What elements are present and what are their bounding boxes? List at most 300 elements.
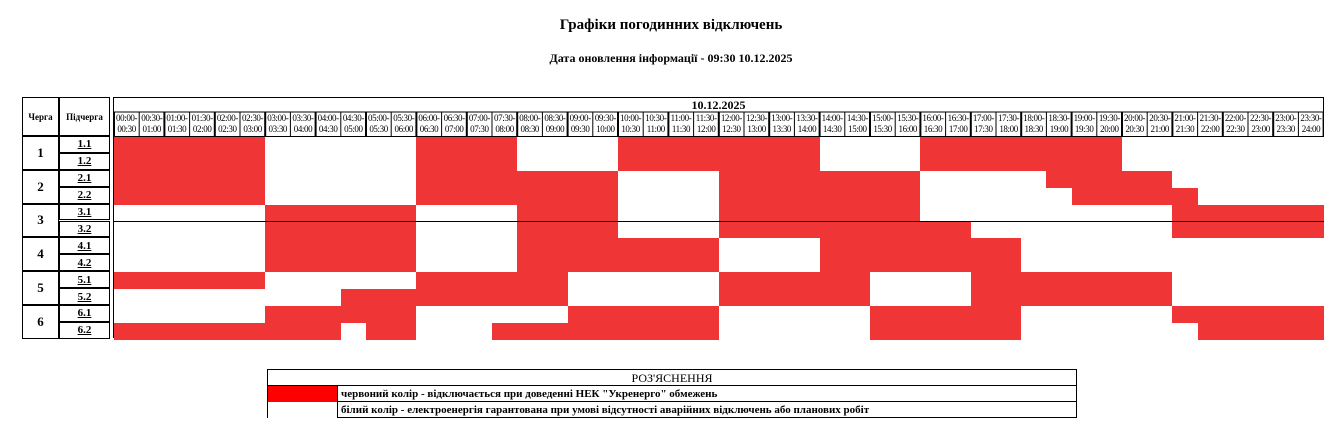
outage-cell: [568, 222, 593, 239]
outage-cell: [643, 323, 668, 340]
available-cell: [215, 205, 240, 222]
available-cell: [416, 323, 441, 340]
subqueue-link[interactable]: [59, 271, 110, 288]
subqueue-label[interactable]: 1.2: [77, 155, 92, 168]
outage-cell: [643, 306, 668, 323]
available-cell: [1172, 154, 1197, 171]
outage-cell: [744, 205, 769, 222]
outage-cell: [794, 171, 819, 188]
available-cell: [1097, 205, 1122, 222]
outage-cell: [568, 205, 593, 222]
outage-cell: [643, 238, 668, 255]
outage-cell: [164, 154, 189, 171]
outage-cell: [1172, 222, 1197, 239]
outage-cell: [265, 255, 290, 272]
outage-cell: [492, 137, 517, 154]
available-cell: [769, 238, 794, 255]
outage-cell: [265, 238, 290, 255]
outage-cell: [1223, 222, 1248, 239]
available-cell: [1021, 238, 1046, 255]
outage-cell: [568, 255, 593, 272]
outage-cell: [316, 323, 341, 340]
available-cell: [744, 306, 769, 323]
outage-cell: [416, 154, 441, 171]
outage-cell: [542, 205, 567, 222]
available-cell: [316, 188, 341, 205]
outage-cell: [164, 171, 189, 188]
outage-cell: [316, 255, 341, 272]
outage-cell: [1223, 306, 1248, 323]
available-cell: [593, 272, 618, 289]
available-cell: [1172, 255, 1197, 272]
outage-cell: [190, 137, 215, 154]
available-cell: [1122, 255, 1147, 272]
outage-cell: [744, 272, 769, 289]
available-cell: [265, 188, 290, 205]
outage-cell: [542, 272, 567, 289]
outage-cell: [794, 205, 819, 222]
outage-cell: [164, 137, 189, 154]
outage-cell: [920, 323, 945, 340]
available-cell: [366, 272, 391, 289]
slot-start: 05:30-: [393, 113, 415, 123]
outage-cell: [467, 289, 492, 306]
available-cell: [1021, 255, 1046, 272]
available-cell: [668, 289, 693, 306]
available-cell: [139, 306, 164, 323]
available-cell: [1298, 154, 1323, 171]
available-cell: [1273, 137, 1298, 154]
slot-start: 00:30-: [141, 113, 163, 123]
available-cell: [542, 154, 567, 171]
subqueue-link[interactable]: [59, 237, 110, 254]
outage-cell: [391, 255, 416, 272]
available-cell: [416, 205, 441, 222]
available-cell: [240, 306, 265, 323]
outage-cell: [694, 323, 719, 340]
outage-cell: [719, 154, 744, 171]
available-cell: [769, 255, 794, 272]
available-cell: [341, 272, 366, 289]
slot-end: 06:30: [419, 124, 439, 134]
outage-cell: [190, 272, 215, 289]
available-cell: [1147, 205, 1172, 222]
outage-cell: [1223, 205, 1248, 222]
outage-cell: [845, 255, 870, 272]
outage-cell: [416, 137, 441, 154]
outage-cell: [341, 306, 366, 323]
outage-cell: [820, 205, 845, 222]
outage-cell: [769, 137, 794, 154]
outage-cell: [920, 154, 945, 171]
available-cell: [265, 154, 290, 171]
available-cell: [1298, 137, 1323, 154]
available-cell: [1172, 238, 1197, 255]
subqueue-link[interactable]: [59, 187, 110, 204]
available-cell: [618, 205, 643, 222]
slot-start: 06:00-: [418, 113, 440, 123]
available-cell: [1021, 171, 1046, 188]
available-cell: [744, 238, 769, 255]
available-cell: [114, 205, 139, 222]
available-cell: [341, 137, 366, 154]
available-cell: [240, 205, 265, 222]
outage-cell: [794, 188, 819, 205]
available-cell: [1046, 306, 1071, 323]
slot-start: 21:00-: [1174, 113, 1196, 123]
slot-end: 17:30: [974, 124, 993, 134]
subqueue-link[interactable]: [59, 221, 110, 238]
outage-cell: [920, 137, 945, 154]
outage-cell: [1097, 188, 1122, 205]
available-cell: [1223, 137, 1248, 154]
outage-cell: [1248, 306, 1273, 323]
available-cell: [366, 137, 391, 154]
available-cell: [870, 137, 895, 154]
slot-end: 13:00: [747, 124, 766, 134]
outage-cell: [442, 154, 467, 171]
slot-end: 17:00: [948, 124, 968, 134]
available-cell: [643, 272, 668, 289]
outage-cell: [971, 255, 996, 272]
available-cell: [290, 272, 315, 289]
outage-cell: [895, 222, 920, 239]
available-cell: [467, 255, 492, 272]
outage-cell: [794, 154, 819, 171]
available-cell: [391, 272, 416, 289]
outage-cell: [1298, 323, 1323, 340]
outage-cell: [820, 171, 845, 188]
available-cell: [1046, 255, 1071, 272]
outage-cell: [593, 171, 618, 188]
slot-end: 19:00: [1049, 124, 1069, 134]
outage-cell: [1273, 323, 1298, 340]
outage-cell: [895, 188, 920, 205]
available-cell: [416, 222, 441, 239]
available-cell: [1046, 238, 1071, 255]
slot-end: 22:30: [1226, 124, 1245, 134]
outage-cell: [190, 323, 215, 340]
outage-cell: [794, 222, 819, 239]
outage-cell: [517, 188, 542, 205]
available-cell: [215, 306, 240, 323]
outage-cell: [114, 137, 139, 154]
outage-cell: [391, 205, 416, 222]
slot-end: 06:00: [394, 124, 414, 134]
slot-start: 08:00-: [519, 113, 541, 123]
outage-cell: [492, 188, 517, 205]
outage-cell: [517, 205, 542, 222]
available-cell: [114, 255, 139, 272]
slot-end: 03:00: [243, 124, 262, 134]
outage-cell: [1072, 272, 1097, 289]
outage-cell: [416, 188, 441, 205]
subqueue-label[interactable]: 2.2: [77, 189, 92, 202]
available-cell: [1072, 222, 1097, 239]
outage-cell: [164, 323, 189, 340]
slot-start: 15:30-: [897, 113, 919, 123]
available-cell: [668, 205, 693, 222]
outage-cell: [719, 205, 744, 222]
outage-cell: [820, 238, 845, 255]
available-cell: [240, 222, 265, 239]
outage-cell: [442, 272, 467, 289]
available-cell: [215, 238, 240, 255]
available-cell: [190, 255, 215, 272]
outage-cell: [1072, 188, 1097, 205]
outage-cell: [1198, 222, 1223, 239]
available-cell: [1298, 238, 1323, 255]
subqueue-link[interactable]: [59, 305, 110, 322]
available-cell: [946, 171, 971, 188]
slot-end: 22:00: [1200, 124, 1220, 134]
available-cell: [164, 222, 189, 239]
available-cell: [694, 272, 719, 289]
slot-end: 01:00: [142, 124, 162, 134]
available-cell: [341, 323, 366, 340]
outage-cell: [1021, 289, 1046, 306]
outage-cell: [1097, 137, 1122, 154]
outage-cell: [517, 238, 542, 255]
available-cell: [643, 222, 668, 239]
outage-cell: [467, 154, 492, 171]
slot-end: 04:30: [318, 124, 338, 134]
legend-red-swatch: [268, 386, 338, 402]
outage-cell: [114, 323, 139, 340]
subqueue-link[interactable]: [59, 322, 110, 339]
available-cell: [1046, 222, 1071, 239]
subqueue-label[interactable]: 6.1: [77, 307, 92, 320]
available-cell: [643, 205, 668, 222]
available-cell: [1223, 255, 1248, 272]
outage-cell: [341, 205, 366, 222]
outage-cell: [769, 154, 794, 171]
outage-cell: [870, 238, 895, 255]
available-cell: [1298, 289, 1323, 306]
available-cell: [1072, 205, 1097, 222]
outage-cell: [694, 306, 719, 323]
outage-cell: [240, 171, 265, 188]
available-cell: [1223, 171, 1248, 188]
outage-cell: [1046, 171, 1071, 188]
outage-cell: [1147, 289, 1172, 306]
available-cell: [164, 255, 189, 272]
slot-end: 10:30: [621, 124, 640, 134]
available-cell: [568, 154, 593, 171]
outage-cell: [946, 222, 971, 239]
outage-cell: [668, 306, 693, 323]
outage-cell: [215, 323, 240, 340]
subqueue-label[interactable]: 6.2: [77, 324, 92, 337]
available-cell: [971, 205, 996, 222]
available-cell: [1273, 255, 1298, 272]
available-cell: [1021, 222, 1046, 239]
subqueue-link[interactable]: [59, 170, 110, 187]
slot-start: 07:30-: [494, 113, 516, 123]
available-cell: [996, 188, 1021, 205]
available-cell: [1223, 188, 1248, 205]
available-cell: [593, 154, 618, 171]
slot-start: 03:30-: [292, 113, 314, 123]
outage-cell: [542, 222, 567, 239]
available-cell: [1248, 171, 1273, 188]
subqueue-label[interactable]: 5.1: [77, 273, 92, 286]
legend-red-text: червоний колір - відключається при доведенні НЕК "Укренерго" обмежень: [341, 388, 718, 400]
available-cell: [1223, 289, 1248, 306]
outage-cell: [593, 205, 618, 222]
available-cell: [719, 238, 744, 255]
subqueue-label[interactable]: 4.1: [77, 239, 92, 252]
available-cell: [290, 137, 315, 154]
available-cell: [442, 306, 467, 323]
subqueue-link[interactable]: [59, 153, 110, 170]
available-cell: [1273, 154, 1298, 171]
available-cell: [1172, 289, 1197, 306]
queue-label: 2: [22, 170, 59, 204]
outage-cell: [694, 154, 719, 171]
subqueue-label[interactable]: 5.2: [77, 290, 92, 303]
available-cell: [442, 323, 467, 340]
available-cell: [1273, 238, 1298, 255]
slot-end: 14:00: [797, 124, 817, 134]
available-cell: [1046, 205, 1071, 222]
outage-cell: [568, 323, 593, 340]
available-cell: [1198, 289, 1223, 306]
slot-end: 20:30: [1125, 124, 1144, 134]
slot-end: 18:00: [999, 124, 1018, 134]
subqueue-label[interactable]: 3.1: [77, 206, 92, 219]
available-cell: [265, 171, 290, 188]
subqueue-label[interactable]: 2.1: [77, 172, 92, 185]
slot-start: 16:00-: [922, 113, 944, 123]
outage-cell: [870, 222, 895, 239]
outage-cell: [517, 171, 542, 188]
available-cell: [694, 205, 719, 222]
available-cell: [1147, 238, 1172, 255]
available-cell: [416, 255, 441, 272]
available-cell: [568, 289, 593, 306]
outage-cell: [971, 289, 996, 306]
available-cell: [845, 137, 870, 154]
outage-cell: [1248, 205, 1273, 222]
outage-cell: [341, 222, 366, 239]
available-cell: [996, 222, 1021, 239]
outage-cell: [618, 306, 643, 323]
subqueue-label[interactable]: 3.2: [77, 222, 92, 235]
slot-start: 17:00-: [972, 113, 994, 123]
outage-cell: [492, 154, 517, 171]
outage-cell: [971, 306, 996, 323]
outage-cell: [139, 154, 164, 171]
outage-cell: [1298, 222, 1323, 239]
outage-cell: [1021, 154, 1046, 171]
slot-end: 23:00: [1251, 124, 1270, 134]
slot-start: 02:00-: [216, 113, 238, 123]
outage-cell: [416, 272, 441, 289]
subqueue-link[interactable]: [59, 136, 110, 153]
queue-label: 5: [22, 271, 59, 305]
outage-cell: [139, 323, 164, 340]
available-cell: [1097, 323, 1122, 340]
slot-start: 17:30-: [998, 113, 1020, 123]
outage-cell: [568, 238, 593, 255]
available-cell: [190, 205, 215, 222]
subqueue-link[interactable]: [59, 254, 110, 271]
available-cell: [290, 171, 315, 188]
outage-cell: [769, 205, 794, 222]
available-cell: [1021, 205, 1046, 222]
outage-cell: [114, 171, 139, 188]
available-cell: [164, 238, 189, 255]
outage-cell: [870, 306, 895, 323]
available-cell: [1122, 137, 1147, 154]
outage-cell: [139, 188, 164, 205]
outage-cell: [442, 171, 467, 188]
available-cell: [467, 323, 492, 340]
available-cell: [1298, 255, 1323, 272]
available-cell: [1122, 306, 1147, 323]
slot-start: 08:30-: [544, 113, 566, 123]
available-cell: [240, 255, 265, 272]
slot-start: 06:30-: [443, 113, 465, 123]
slot-end: 07:00: [444, 124, 464, 134]
available-cell: [1072, 238, 1097, 255]
outage-cell: [870, 188, 895, 205]
available-cell: [391, 188, 416, 205]
outage-cell: [618, 323, 643, 340]
outage-cell: [845, 289, 870, 306]
available-cell: [1097, 238, 1122, 255]
available-cell: [820, 306, 845, 323]
outage-cell: [467, 171, 492, 188]
available-cell: [1122, 222, 1147, 239]
available-cell: [492, 205, 517, 222]
legend-row-red: [268, 386, 1076, 402]
slot-end: 15:00: [848, 124, 867, 134]
outage-cell: [1273, 205, 1298, 222]
available-cell: [820, 137, 845, 154]
outage-cell: [467, 188, 492, 205]
available-cell: [971, 222, 996, 239]
slot-start: 18:00-: [1023, 113, 1045, 123]
slot-start: 19:30-: [1098, 113, 1120, 123]
outage-cell: [996, 137, 1021, 154]
outage-cell: [442, 188, 467, 205]
available-cell: [467, 205, 492, 222]
slot-start: 19:00-: [1073, 113, 1095, 123]
available-cell: [265, 272, 290, 289]
outage-cell: [265, 222, 290, 239]
available-cell: [164, 306, 189, 323]
available-cell: [1223, 154, 1248, 171]
outage-cell: [996, 323, 1021, 340]
available-cell: [1248, 255, 1273, 272]
available-cell: [971, 188, 996, 205]
outage-cell: [870, 171, 895, 188]
available-cell: [694, 171, 719, 188]
slot-start: 12:00-: [720, 113, 742, 123]
subqueue-label[interactable]: 1.1: [77, 138, 92, 151]
subqueue-link[interactable]: [59, 288, 110, 305]
outage-cell: [517, 222, 542, 239]
outage-cell: [366, 255, 391, 272]
subqueue-link[interactable]: [59, 204, 110, 221]
available-cell: [769, 306, 794, 323]
available-cell: [542, 306, 567, 323]
subqueue-label[interactable]: 4.2: [77, 256, 92, 269]
slot-start: 14:30-: [846, 113, 868, 123]
outage-cell: [1147, 171, 1172, 188]
